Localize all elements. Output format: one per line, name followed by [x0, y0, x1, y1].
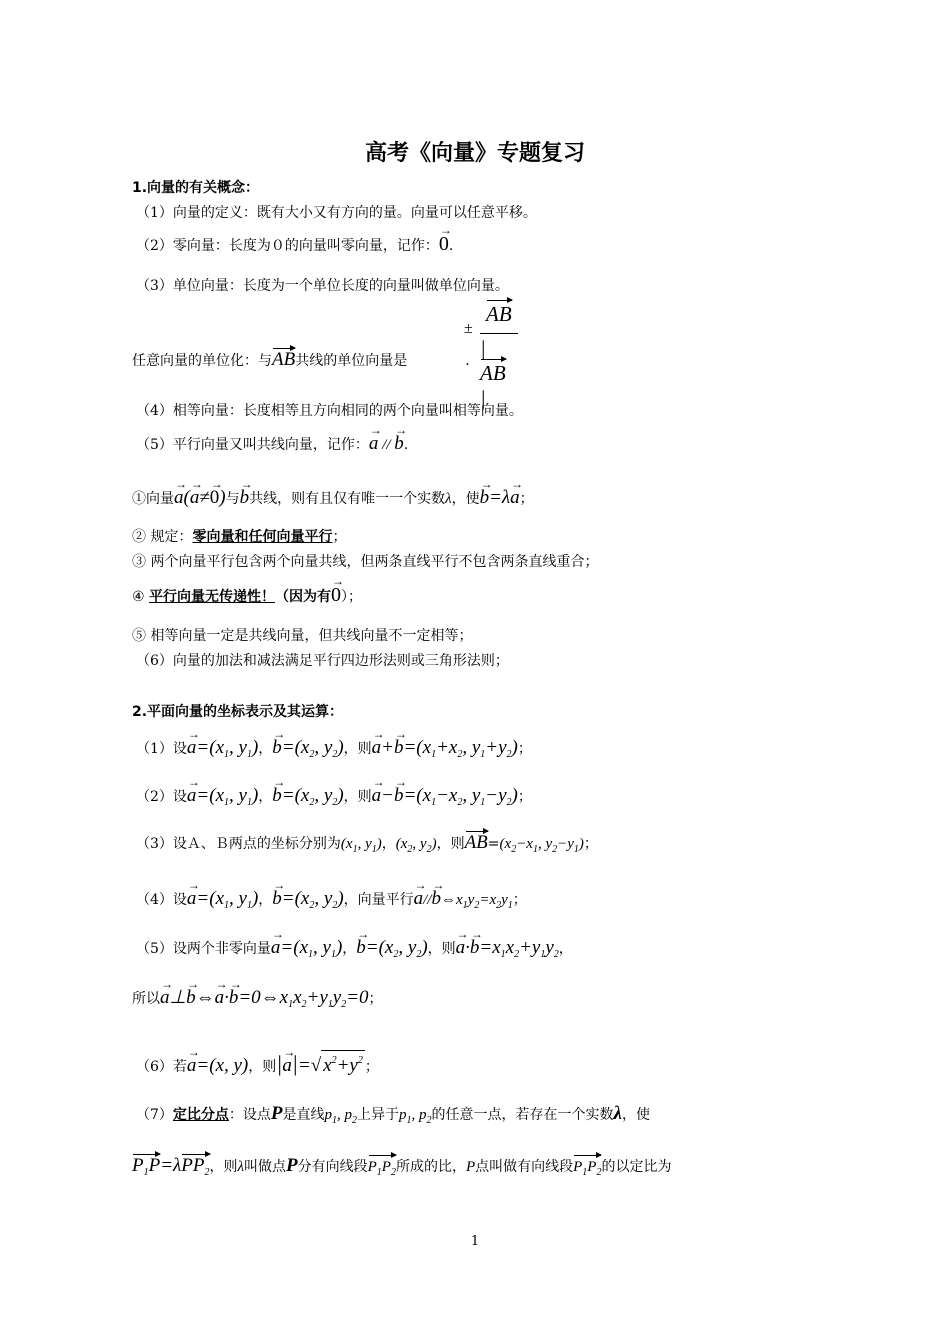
line-collinear-theorem: ①向量→ a(→ a≠→ 0)与→ b共线，则有且仅有唯一一个实数λ，使→ b=λ→ a； [132, 488, 534, 509]
section-1-heading: 1.向量的有关概念： [132, 180, 260, 196]
line-parallel-vs-collinear: ③ 两个向量平行包含两个向量共线，但两条直线平行不包含两条直线重合； [132, 554, 599, 570]
line-rule: ② 规定：零向量和任何向量平行； [132, 529, 347, 545]
formula-parallel: （4）设→ $a=(x_1$, $y_1$)，→ $b=(x_2$, $y_2$)，向量平行→ $a//\to b\Leftrightarrow x_1y_2=x_2y_1$； [136, 889, 527, 916]
formula-addition: （1）设→ $a=(x_1$, $y_1$)，→ $b=(x_2$, $y_2$)，则→ $a+\to b=(x_1+x_2$, $y_1+y_2$)； [136, 738, 532, 765]
page-title: 高考《向量》专题复习 [364, 141, 585, 166]
line-section-ratio: $P_1P=\lambda PP_2$，则λ叫做点P分有向线段$P_1P_2$所成的比，P点叫做有向线段$P_1P_2$的以定比为 [132, 1156, 671, 1183]
line-unitization: 任意向量的单位化：与AB共线的单位向量是 . [132, 349, 470, 370]
formula-subtraction: （2）设→ $a=(x_1$, $y_1$)，→ $b=(x_2$, $y_2$)，则→ $a-\to b=(x_1-x_2$, $y_1-y_2$)； [136, 786, 532, 813]
line-zero-vector: （2）零向量：长度为０的向量叫零向量，记作：→ 0. [136, 234, 453, 256]
page-number: 1 [470, 1234, 480, 1249]
formula-perpendicular: 所以→ a⊥→ b⇔→ $a\cdot\to b=0\Leftrightarrow x_1x_2+y_1y_2=0$； [132, 988, 383, 1015]
line-equal-collinear: ⑤ 相等向量一定是共线向量，但共线向量不一定相等； [132, 628, 473, 644]
line-addition-rules: （6）向量的加法和减法满足平行四边形法则或三角形法则； [136, 653, 509, 669]
section-2-heading: 2.平面向量的坐标表示及其运算： [132, 704, 344, 720]
line-section-point: （7）定比分点：设点P是直线$p_1$, $p_2$上异于$p_1$, $p_2$的任意一点，若存在一个实数λ，使 [136, 1103, 650, 1126]
line-parallel-vector: （5）平行向量又叫共线向量，记作：→ a // → b. [136, 434, 408, 455]
line-unit-vector: （3）单位向量：长度为一个单位长度的向量叫做单位向量。 [136, 278, 509, 294]
document-page: 高考《向量》专题复习 1.向量的有关概念： （1）向量的定义：既有大小又有方向的量。向量可以任意平移。 （2）零向量：长度为０的向量叫零向量，记作：→ 0. （3）单位向量：长度为一个单位长度的向量叫做单位向量。 ± AB |AB| 任意向量的单位化：与AB共线的单位向量是 . （4）相等向量：长度相等且方向相同的两个向量叫相等向量。 （5）平行向量又叫共线向量，记作：→ a // → b. ①向量→ a(→ a≠→ 0)与→ b共线，则有且仅有唯一一个实数λ，使→ b=λ→ a； ② 规定：零向量和任何向量平行； ③ 两个向量平行包含两个向量共线，但两条直线平行不包含两条直线重合； ④ 平行向量无传递性！（因为有→ 0）； ⑤ 相等向量一定是共线向量，但共线向量不一定相等； （6）向量的加法和减法满足平行四边形法则或三角形法则； 2.平面向量的坐标表示及其运算： （1）设→ $a=(x_1$, $y_1$)，→ $b=(x_2$, $y_2$)，则→ $a+\to b=(x_1+x_2$, $y_1+y_2$)； （2）设→ $a=(x_1$, $y_1$)，→ $b=(x_2$, $y_2$)，则→ $a-\to b=(x_1-x_2$, $y_1-y_2$)； （3）设Ａ、Ｂ两点的坐标分别为($x_1$, $y_1$)，($x_2$, $y_2$)，则$AB=(x_2-x_1$, $y_2-y_1$)； （4）设→ $a=(x_1$, $y_1$)，→ $b=(x_2$, $y_2$)，向量平行→ $a//\to b\Leftrightarrow x_1y_2=x_2y_1$； （5）设两个非零向量→ $a=(x_1$, $y_1$)，→ $b=(x_2$, $y_2$)，则→ $a\cdot\to b=x_1x_2+y_1y_2$， 所以→ a⊥→ b⇔→ $a\cdot\to b=0\Leftrightarrow x_1x_2+y_1y_2=0$； （6）若→ a=(x, y)，则|→ a|=√ $x^2+y^2$ ； （7）定比分点：设点P是直线$p_1$, $p_2$上异于$p_1$, $p_2$的任意一点，若存在一个实数λ，使 $P_1P=\lambda PP_2$，则λ叫做点P分有向线段$P_1P_2$所成的比，P点叫做有向线段$P_1P_2$的以定比为 1 [0, 0, 950, 1344]
line-no-transitivity: ④ 平行向量无传递性！（因为有→ 0）； [132, 585, 362, 607]
line-equal-vector: （4）相等向量：长度相等且方向相同的两个向量叫相等向量。 [136, 403, 523, 419]
formula-magnitude: （6）若→ a=(x, y)，则|→ a|=√ $x^2+y^2$ ； [136, 1050, 379, 1077]
line-definition: （1）向量的定义：既有大小又有方向的量。向量可以任意平移。 [136, 205, 537, 221]
formula-two-points: （3）设Ａ、Ｂ两点的坐标分别为($x_1$, $y_1$)，($x_2$, $y_2$)，则$AB=(x_2-x_1$, $y_2-y_1$)； [136, 832, 598, 855]
formula-dot-product: （5）设两个非零向量→ $a=(x_1$, $y_1$)，→ $b=(x_2$, $y_2$)，则→ $a\cdot\to b=x_1x_2+y_1y_2$， [136, 938, 573, 965]
